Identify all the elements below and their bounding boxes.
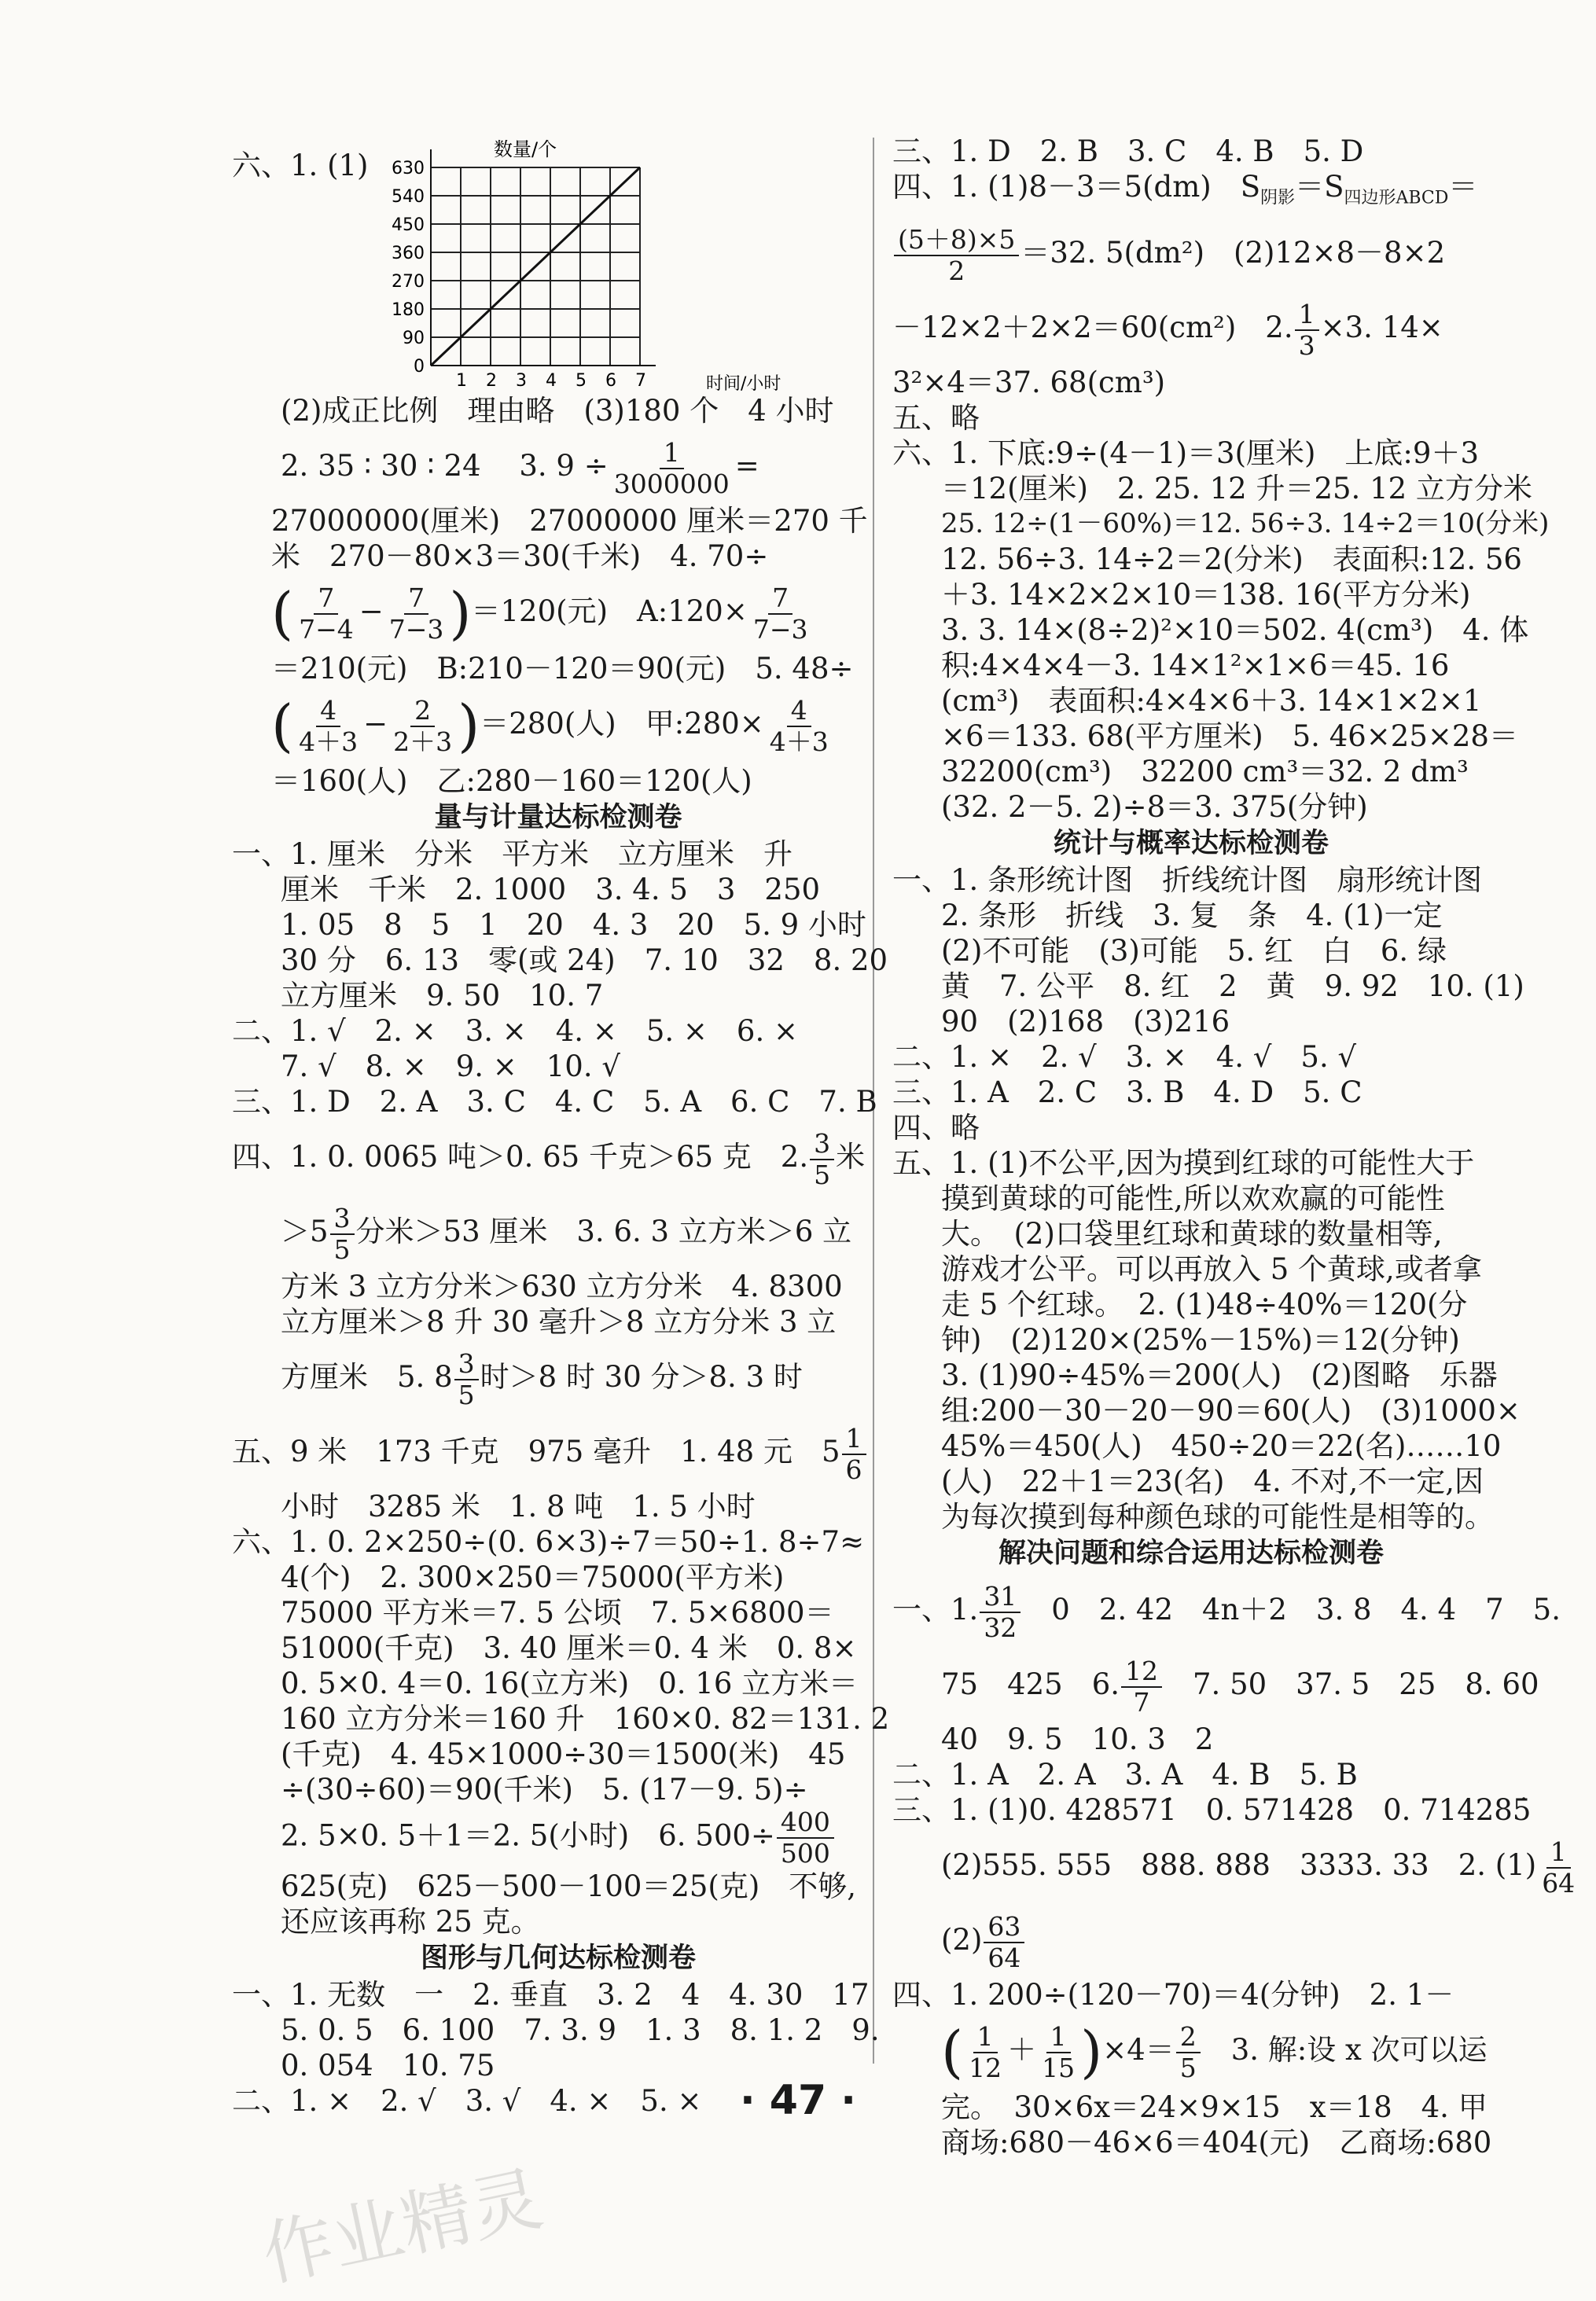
section-title: 统计与概率达标检测卷 [1053,828,1329,860]
section-title: 图形与几何达标检测卷 [420,1943,696,1974]
section-title: 量与计量达标检测卷 [434,802,682,833]
ans-line: 一、1. 条形统计图 折线统计图 扇形统计图 [892,863,1483,898]
right-column [892,134,1576,2160]
ans-line: 3. (1)90÷45%＝200(人) (2)图略 乐器 [941,1358,1498,1393]
ans-line: 为每次摸到每种颜色球的可能性是相等的。 [941,1500,1494,1535]
ans-line: 三、1. (1)0. 428571̇ 0. 571428̇ 0. 714285̇ [892,1793,1532,1828]
ans-line: 商场:680－46×6＝404(元) 乙商场:680 [941,2126,1492,2160]
ans-line: 2. 35 ∶ 30 ∶ 24 3. 9 ÷ $\frac{1}{3000000}$ = [281,436,759,499]
y-tick-label: 0 [414,357,425,377]
ans-line: 黄 7. 公平 8. 红 2 黄 9. 92 10. (1) [941,969,1524,1004]
ans-line: 25. 12÷(1－60%)＝12. 56÷3. 14÷2＝10(分米) [941,508,1550,540]
ans-line: 27000000(厘米) 27000000 厘米＝270 千 [271,504,868,538]
y-tick-label: 450 [392,215,425,235]
ans-line: 一、1. 厘米 分米 平方米 立方厘米 升 [232,837,793,871]
ans-line: (2) $\frac{63}{64}$ [892,1902,1490,1977]
ans-line: 1. 05 8 5 1 20 4. 3 20 5. 9 小时 [281,908,866,942]
x-tick-label: 1 [456,371,468,391]
ans-line: ( $\frac{1}{12}$ ＋ $\frac{1}{15}$ )×4＝ $\frac{2}{5}$ 3. 解:设 x 次可以运 [941,2019,1488,2086]
ans-line: 完。 30×6x＝24×9×15 x＝18 4. 甲 [941,2090,1488,2125]
ans-line: (千克) 4. 45×1000÷30＝1500(米) 45 [281,1737,846,1771]
ans-line: 米 270－80×3＝30(千米) 4. 70÷ [271,539,769,573]
ans-line: 二、1. × 2. √ 3. × 4. √ 5. √ [892,1040,1357,1075]
watermark: 作业精灵 [255,2157,550,2298]
y-tick-label: 90 [403,329,425,348]
ans-line: ＝210(元) B:210－120＝90(元) 5. 48÷ [271,652,854,686]
ans-line: (2)不可能 (3)可能 5. 红 白 6. 绿 [941,934,1447,969]
ans-line: ( $\frac{7}{7-4}$ − $\frac{7}{7-3}$ )＝120(元) A:120× $\frac{7}{7-3}$ [271,580,808,646]
ans-line: 75000 平方米＝7. 5 公顷 7. 5×6800＝ [281,1596,834,1630]
graph-ylabel: 数量/个 [494,138,557,160]
ans-line: 游戏才公平。可以再放入 5 个黄球,或者拿 [941,1252,1482,1287]
ans-line: ÷(30÷60)＝90(千米) 5. (17－9. 5)÷ [281,1773,808,1807]
ans-line: 三、1. D 2. A 3. C 4. C 5. A 6. C 7. B [232,1085,877,1119]
ans-line: (2)成正比例 理由略 (3)180 个 4 小时 [281,394,834,428]
ans-line: 五、略 [892,401,980,436]
ans-line: 四、1. 0. 0065 吨＞0. 65 千克＞65 克 2. $\frac{3}{5}$ 米 [232,1127,866,1190]
ans-line: 小时 3285 米 1. 8 吨 1. 5 小时 [281,1490,756,1524]
x-tick-label: 6 [605,371,617,391]
ans-line: 2. 5×0. 5＋1＝2. 5(小时) 6. 500÷ $\frac{400}{500}$ [232,1807,884,1869]
y-tick-label: 270 [392,272,425,292]
ans-line: 四、1. (1)8－3＝5(dm) $S_{阴影}=S_{四边形ABCD}=$ [892,170,1478,208]
ans-line: (人) 22＋1＝23(名) 4. 不对,不一定,因 [941,1465,1484,1499]
ans-line: 还应该再称 25 克。 [281,1905,540,1939]
ans-line: 3²×4＝37. 68(cm³) [892,366,1166,400]
ans-line: 二、1. A 2. A 3. A 4. B 5. B [892,1758,1358,1792]
x-tick-label: 3 [516,371,528,391]
ans-line: 4(个) 2. 300×250＝75000(平方米) [281,1560,785,1594]
ans-line: 五、9 米 173 千克 975 毫升 1. 48 元 5 $\frac{1}{6}$ [232,1414,884,1489]
ans-line: 厘米 千米 2. 1000 3. 4. 5 3 250 [281,873,821,906]
ans-line: 立方厘米＞8 升 30 毫升＞8 立方分米 3 立 [281,1305,837,1339]
ans-line: 12. 56÷3. 14÷2＝2(分米) 表面积:12. 56 [941,542,1522,577]
ans-line: ×6＝133. 68(平方厘米) 5. 46×25×28＝ [941,719,1518,754]
ans-line: (32. 2－5. 2)÷8＝3. 375(分钟) [941,790,1368,825]
y-tick-label: 630 [392,159,425,178]
ans-line: 一、1. 无数 一 2. 垂直 3. 2 4 4. 30 17 [232,1978,870,2012]
ans-line: 30 分 6. 13 零(或 24) 7. 10 32 8. 20 [281,943,888,977]
ans-line: 0. 5×0. 4＝0. 16(立方米) 0. 16 立方米＝ [281,1667,859,1700]
ans-line: 32200(cm³) 32200 cm³＝32. 2 dm³ [941,755,1469,789]
ans-line: 积:4×4×4－3. 14×1²×1×6＝45. 16 [941,649,1450,683]
ans-line: $\frac{(5+8)\times 5}{2}$ ＝32. 5(dm²) (2)12×8－8×2 [892,215,1490,290]
ans-line: ( $\frac{4}{4+3}$ − $\frac{2}{2+3}$ )＝280(人) 甲:280× $\frac{4}{4+3}$ [271,693,829,759]
ans-line: 六、1. 下底:9÷(4－1)＝3(厘米) 上底:9＋3 [892,436,1479,471]
y-tick-label: 540 [392,187,425,207]
ans-line: 钟) (2)120×(25%－15%)＝12(分钟) [941,1323,1460,1358]
ans-line: 方厘米 5. 8 $\frac{3}{5}$ 时＞8 时 30 分＞8. 3 时 [281,1347,803,1410]
ans-line: 大。 (2)口袋里红球和黄球的数量相等, [941,1217,1443,1252]
graph-row [232,134,884,393]
ans-line: 625(克) 625－500－100＝25(克) 不够, [281,1869,857,1903]
ans-line: 二、1. √ 2. × 3. × 4. × 5. × 6. × [232,1014,798,1048]
ans-line: 7. √ 8. × 9. × 10. √ [281,1049,620,1083]
y-tick-label: 180 [392,300,425,320]
ans-line: 一、1. $\frac{31}{32}$ 0 2. 42 4n＋2 3. 8 4. 4 7 5. [892,1580,1561,1643]
ans-line: 立方厘米 9. 50 10. 7 [281,979,604,1013]
ans-line: 51000(千克) 3. 40 厘米＝0. 4 米 0. 8× [281,1631,857,1665]
ans-line: 六、1. 0. 2×250÷(0. 6×3)÷7＝50÷1. 8÷7≈ [232,1525,865,1559]
ans-line: 三、1. D 2. B 3. C 4. B 5. D [892,134,1364,168]
ans-line: ＝12(厘米) 2. 25. 12 升＝25. 12 立方分米 [941,472,1532,506]
ans-line: 方米 3 立方分米＞630 立方分米 4. 8300 [281,1270,843,1303]
ans-line: 四、略 [892,1111,980,1145]
graph-xticks [456,371,646,391]
ans-line: 160 立方分米＝160 升 160×0. 82＝131. 2 [281,1702,890,1736]
y-tick-label: 360 [392,244,425,263]
section-title: 解决问题和综合运用达标检测卷 [998,1538,1384,1570]
ans-line: 40 9. 5 10. 3 2 [941,1722,1214,1757]
ans-line: 75 425 6. $\frac{12}{7}$ 7. 50 37. 5 25 8. 60 [941,1655,1539,1718]
ans-line: 五、1. (1)不公平,因为摸到红球的可能性大于 [892,1146,1475,1181]
ans-line: ＋3. 14×2×2×10＝138. 16(平方分米) [941,578,1471,612]
graph-grid [431,149,656,366]
ans-line: (2)555. 555 888. 888 3333. 33 2. (1) $\frac{1}{64}$ [941,1836,1576,1899]
graph-xlabel: 时间/小时 [706,374,781,393]
ans-line: 0. 054 10. 75 [281,2049,495,2082]
x-tick-label: 2 [486,371,498,391]
x-tick-label: 5 [576,371,587,391]
ans-line: 走 5 个红球。 2. (1)48÷40%＝120(分 [941,1288,1468,1322]
ans-line: 3. 3. 14×(8÷2)²×10＝502. 4(cm³) 4. 体 [941,613,1529,648]
ans-line: 二、1. × 2. √ 3. √ 4. × 5. × [232,2084,702,2118]
section-6-head: 六、1. (1) [232,149,369,182]
left-column [232,134,890,2119]
data-line [431,167,640,366]
ans-line: 2. 条形 折线 3. 复 条 4. (1)一定 [941,899,1443,933]
ans-line: ＝160(人) 乙:280－160＝120(人) [271,764,752,798]
proportion-line-graph [376,134,785,393]
graph-yticks [392,159,425,377]
ans-line: 5. 0. 5 6. 100 7. 3. 9 1. 3 8. 1. 2 9. [281,2013,880,2047]
ans-line: (cm³) 表面积:4×4×6＋3. 14×1×2×1 [941,684,1482,719]
ans-line: ＞5 $\frac{3}{5}$ 分米＞53 厘米 3. 6. 3 立方米＞6 立 [281,1202,852,1265]
x-tick-label: 4 [546,371,557,391]
page-number: · 47 · [739,2077,857,2124]
ans-line: 三、1. A 2. C 3. B 4. D 5. C [892,1075,1362,1110]
ans-line: 组:200－30－20－90＝60(人) (3)1000× [941,1394,1521,1428]
x-tick-label: 7 [635,371,647,391]
ans-line: 四、1. 200÷(120－70)＝4(分钟) 2. 1－ [892,1978,1454,2012]
ans-line: 45%＝450(人) 450÷20＝22(名)……10 [941,1429,1502,1464]
ans-line: 90 (2)168 (3)216 [941,1005,1230,1039]
ans-line: 摸到黄球的可能性,所以欢欢赢的可能性 [941,1182,1445,1216]
ans-line: －12×2＋2×2＝60(cm²) 2. $\frac{1}{3}$ ×3. 14× [892,298,1443,361]
